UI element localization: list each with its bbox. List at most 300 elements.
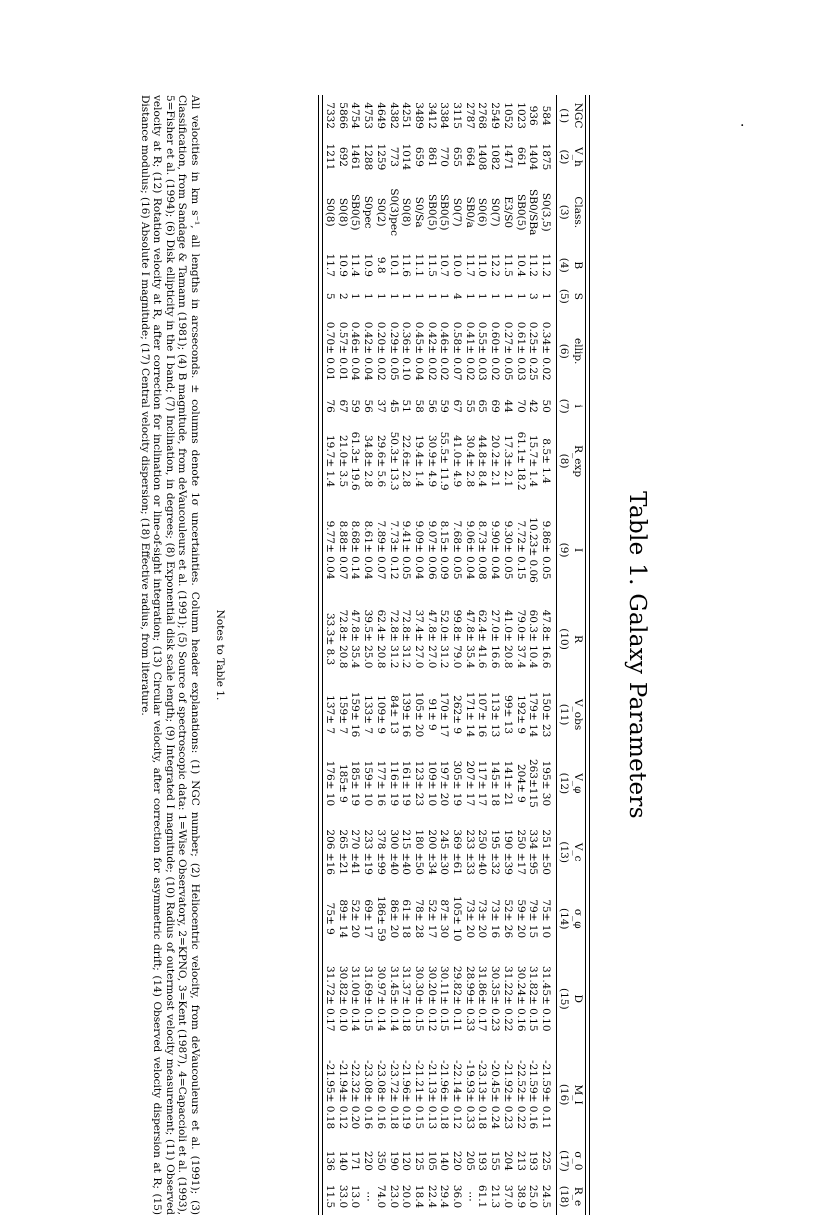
table-row — [488, 95, 501, 1215]
column-number: (9) — [558, 542, 570, 558]
table-cell: 125 — [412, 1150, 425, 1171]
table-cell: 9.09± 0.04 — [412, 520, 425, 580]
table-cell: 59 — [349, 399, 362, 413]
table-cell: 79± 15 — [527, 899, 540, 939]
table-cell: 69± 17 — [362, 899, 375, 939]
column-header: ellip. — [572, 338, 584, 365]
table-cell: 30.30± 0.15 — [412, 965, 425, 1032]
table-cell: 1 — [463, 292, 476, 300]
table-cell: 936 — [527, 105, 540, 126]
table-row — [412, 95, 425, 1215]
table-cell: 3 — [527, 292, 540, 300]
column-number: (3) — [558, 204, 570, 220]
table-cell: 171 — [349, 1150, 362, 1171]
table-cell: 11.2 — [527, 253, 540, 277]
column-header: M_I — [572, 1084, 584, 1105]
table-cell: 193 — [527, 1150, 540, 1171]
table-cell: 145± 18 — [489, 760, 502, 807]
column-header: σ_0 — [572, 1151, 584, 1171]
table-cell: 59± 20 — [514, 899, 527, 939]
table-cell: 137± 7 — [324, 695, 337, 734]
table-cell: 56 — [425, 399, 438, 413]
table-cell: 9.8 — [374, 256, 387, 274]
table-cell: SB0(5) — [514, 193, 527, 231]
table-row — [387, 95, 400, 1215]
table-cell: 305± 19 — [451, 760, 464, 807]
column-number: (16) — [558, 1083, 570, 1106]
table-cell: 9.41± 0.05 — [400, 520, 413, 580]
table-cell: 91± 9 — [425, 698, 438, 731]
table-cell: 263±115 — [527, 758, 540, 808]
table-cell: 0.36± 0.10 — [400, 321, 413, 381]
table-cell: S0/Sa — [412, 196, 425, 228]
column-number: (2) — [558, 149, 570, 165]
table-cell: 109± 9 — [374, 695, 387, 734]
table-cell: S0(7) — [489, 197, 502, 227]
table-cell: S0(7) — [451, 197, 464, 227]
table-cell: 250 ±40 — [476, 829, 489, 875]
table-cell: 31.37± 0.18 — [400, 965, 413, 1032]
table-row — [361, 95, 374, 1215]
table-cell: 4251 — [400, 102, 413, 129]
table-cell: 21.0± 3.5 — [336, 434, 349, 488]
column-header: D — [572, 994, 584, 1003]
column-header: S — [572, 292, 584, 300]
table-cell: 176± 10 — [324, 760, 337, 807]
table-title: Table 1. Galaxy Parameters — [624, 491, 650, 819]
table-cell: 0.25± 0.25 — [527, 321, 540, 381]
table-cell: 116± 19 — [387, 760, 400, 807]
table-cell: 2768 — [476, 102, 489, 129]
table-cell: 1 — [387, 292, 400, 300]
table-cell: 233 ±19 — [362, 829, 375, 875]
table-row — [450, 95, 463, 1215]
table-cell: 1 — [425, 292, 438, 300]
table-cell: 21.3 — [489, 1184, 502, 1209]
column-header: B — [572, 261, 584, 270]
table-cell: 70 — [514, 399, 527, 413]
table-cell: 0.29± 0.05 — [387, 321, 400, 381]
table-cell: 29.6± 5.6 — [374, 434, 387, 488]
table-cell: 1052 — [501, 102, 514, 129]
table-cell: 60.3± 10.4 — [527, 609, 540, 669]
table-cell: 11.0 — [476, 253, 489, 277]
table-cell: 105± 10 — [451, 895, 464, 942]
table-cell: 190 — [387, 1150, 400, 1171]
table-cell: 213 — [514, 1150, 527, 1171]
table-cell: -21.94± 0.12 — [336, 1060, 349, 1130]
table-cell: 11.7 — [463, 253, 476, 277]
table-cell: 27.0± 16.6 — [489, 609, 502, 669]
table-cell: 10.0 — [451, 253, 464, 277]
table-cell: 159± 10 — [362, 760, 375, 807]
table-cell: 0.46± 0.02 — [438, 321, 451, 381]
table-cell: -20.45± 0.24 — [489, 1060, 502, 1130]
header-row-numbers — [557, 95, 572, 1215]
table-row — [438, 95, 451, 1215]
table-cell: 55.5± 11.9 — [438, 431, 451, 491]
table-cell: 25.0 — [527, 1184, 540, 1209]
table-cell: 0.45± 0.04 — [412, 321, 425, 381]
table-cell: 1 — [374, 292, 387, 300]
table-cell: -23.08± 0.16 — [374, 1060, 387, 1130]
table-cell: 1 — [438, 292, 451, 300]
table-cell: 8.61± 0.04 — [362, 520, 375, 580]
table-cell: 99± 13 — [501, 695, 514, 734]
column-number: (12) — [558, 772, 570, 795]
table-cell: 47.8± 27.0 — [425, 609, 438, 669]
header-row-names — [571, 95, 585, 1215]
table-cell: 262± 9 — [451, 695, 464, 734]
table-cell: -21.96± 0.19 — [400, 1060, 413, 1130]
column-header: V_obs — [572, 698, 584, 731]
table-cell: 1 — [501, 292, 514, 300]
table-cell: 204± 9 — [514, 763, 527, 803]
table-cell: 29.82± 0.11 — [451, 965, 464, 1032]
table-cell: 52.0± 31.2 — [438, 609, 451, 669]
table-cell: 664 — [463, 146, 476, 167]
table-cell: 9.07± 0.06 — [425, 520, 438, 580]
table-cell: 5866 — [336, 102, 349, 129]
table-cell: -19.93± 0.33 — [463, 1060, 476, 1130]
table-cell: 67 — [336, 399, 349, 413]
table-cell: 58 — [412, 399, 425, 413]
column-number: (6) — [558, 343, 570, 359]
table-cell: 185± 19 — [349, 760, 362, 807]
table-cell: 31.45± 0.14 — [387, 965, 400, 1032]
table-cell: 33.3± 8.3 — [324, 612, 337, 666]
column-header: V_c — [572, 842, 584, 862]
table-cell: 155 — [489, 1150, 502, 1171]
column-number: (17) — [558, 1150, 570, 1172]
table-cell: S0(2) — [374, 197, 387, 227]
table-cell: 8.15± 0.09 — [438, 520, 451, 580]
table-cell: 0.55± 0.03 — [476, 321, 489, 381]
rotated-table-page — [0, 95, 650, 1215]
table-cell: 215 ±40 — [400, 829, 413, 875]
table-cell: 3412 — [425, 102, 438, 129]
table-cell: S0(3)pec — [387, 188, 400, 236]
table-cell: 7.89± 0.07 — [374, 520, 387, 580]
column-header: i — [572, 404, 584, 408]
table-row — [336, 95, 349, 1215]
table-cell: 30.11± 0.15 — [438, 965, 451, 1032]
table-cell: 11.5 — [425, 253, 438, 277]
table-cell: 51 — [400, 399, 413, 413]
table-cell: 52± 26 — [501, 899, 514, 939]
table-cell: 220 — [451, 1150, 464, 1171]
table-cell: 65 — [476, 399, 489, 413]
table-cell: SB0/SBa — [527, 189, 540, 236]
table-cell: 87± 30 — [438, 899, 451, 939]
table-row — [527, 95, 540, 1215]
column-number: (13) — [558, 841, 570, 863]
table-row — [323, 95, 336, 1215]
table-cell: 20.2± 2.1 — [489, 434, 502, 488]
table-cell: 159± 7 — [336, 695, 349, 734]
table-cell: 42 — [527, 399, 540, 413]
table-cell: 200 ±34 — [425, 829, 438, 875]
table-cell: 30.20± 0.12 — [425, 965, 438, 1032]
column-number: (1) — [558, 108, 570, 124]
table-cell: 31.69± 0.15 — [362, 965, 375, 1032]
table-cell: 10.1 — [387, 253, 400, 277]
table-cell: 61± 18 — [400, 899, 413, 939]
table-cell: 195 ±32 — [489, 829, 502, 875]
table-cell: 10.4 — [514, 253, 527, 277]
table-cell: 584 — [540, 105, 552, 126]
table-cell: 4 — [451, 292, 464, 300]
table-cell: 11.4 — [349, 253, 362, 277]
table-cell: 159± 16 — [349, 691, 362, 738]
table-cell: 11.5 — [324, 1184, 337, 1209]
table-cell: 139± 16 — [400, 691, 413, 738]
table-cell: 193 — [476, 1150, 489, 1171]
table-cell: 179± 14 — [527, 691, 540, 738]
table-cell: 44 — [501, 399, 514, 413]
table-cell: 1 — [489, 292, 502, 300]
table-cell: 185± 9 — [336, 763, 349, 803]
table-cell: 659 — [412, 146, 425, 167]
table-cell: 10.7 — [438, 253, 451, 277]
table-cell: 61.1 — [476, 1184, 489, 1209]
table-cell: -23.13± 0.18 — [476, 1060, 489, 1130]
table-cell: 59 — [438, 399, 451, 413]
table-row — [514, 95, 527, 1215]
table-cell: 3489 — [412, 102, 425, 129]
table-cell: 11.6 — [400, 253, 413, 277]
table-cell: 67 — [451, 399, 464, 413]
column-header: σ_φ — [572, 908, 584, 929]
table-cell: 9.30± 0.05 — [501, 520, 514, 580]
table-cell: -21.95± 0.18 — [324, 1060, 337, 1130]
table-cell: 9.86± 0.05 — [540, 520, 552, 580]
table-cell: 2 — [336, 292, 349, 300]
table-cell: 1 — [514, 292, 527, 300]
table-cell: 350 — [374, 1150, 387, 1171]
table-cell: -21.92± 0.23 — [501, 1060, 514, 1130]
table-cell: 31.22± 0.22 — [501, 965, 514, 1032]
table-cell: 1461 — [349, 143, 362, 171]
column-header: R — [572, 635, 584, 643]
table-cell: 74.0 — [374, 1184, 387, 1209]
table-cell: 84± 13 — [387, 695, 400, 734]
table-cell: 117± 17 — [476, 760, 489, 807]
table-cell: S0(8) — [336, 197, 349, 227]
table-cell: 150± 23 — [540, 691, 552, 738]
table-cell: 1 — [349, 292, 362, 300]
table-cell: 17.3± 2.1 — [501, 434, 514, 488]
table-cell: 105 — [425, 1150, 438, 1171]
table-cell: 11.1 — [412, 253, 425, 277]
table-cell: 30.24± 0.16 — [514, 965, 527, 1032]
table-cell: 655 — [451, 146, 464, 167]
table-cell: 1 — [476, 292, 489, 300]
table-row — [463, 95, 476, 1215]
column-number: (18) — [558, 1185, 570, 1208]
table-cell: 0.34± 0.02 — [540, 321, 552, 381]
table-cell: 22.6± 2.8 — [400, 434, 413, 488]
table-cell: 180 ±50 — [412, 829, 425, 875]
table-cell: 45 — [387, 399, 400, 413]
table-cell: 205 — [463, 1150, 476, 1171]
table-cell: -23.72± 0.18 — [387, 1060, 400, 1130]
table-cell: 31.86± 0.17 — [476, 965, 489, 1032]
table-cell: 30.35± 0.23 — [489, 965, 502, 1032]
table-cell: 38.9 — [514, 1184, 527, 1209]
table-cell: 4754 — [349, 102, 362, 129]
column-header: Class. — [572, 196, 584, 229]
column-number: (7) — [558, 398, 570, 414]
table-cell: 72.8± 31.2 — [387, 609, 400, 669]
table-cell: ⋯ — [362, 1191, 375, 1202]
table-cell: 31.82± 0.15 — [527, 965, 540, 1032]
table-cell: 2787 — [463, 102, 476, 129]
table-cell: 20.0 — [400, 1184, 413, 1209]
table-cell: -21.96± 0.18 — [438, 1060, 451, 1130]
table-cell: 28.99± 0.33 — [463, 965, 476, 1032]
table-cell: 55 — [463, 399, 476, 413]
table-cell: 161± 19 — [400, 760, 413, 807]
table-cell: 1259 — [374, 143, 387, 171]
table-cell: ⋯ — [463, 1191, 476, 1202]
table-cell: 1288 — [362, 143, 375, 171]
table-cell: 30.97± 0.14 — [374, 965, 387, 1032]
table-row — [501, 95, 514, 1215]
table-row — [374, 95, 387, 1215]
table-cell: 9.90± 0.04 — [489, 520, 502, 580]
table-cell: 10.9 — [336, 253, 349, 277]
table-cell: S0(8) — [324, 197, 337, 227]
table-cell: 41.0± 4.9 — [451, 434, 464, 488]
table-row — [400, 95, 413, 1215]
table-cell: S0pec — [362, 195, 375, 229]
table-cell: 378 ±99 — [374, 829, 387, 875]
table-cell: 69 — [489, 399, 502, 413]
table-cell: 19.4± 1.4 — [412, 434, 425, 488]
table-cell: 107± 16 — [476, 691, 489, 738]
table-cell: 1 — [362, 292, 375, 300]
table-cell: SB0/a — [463, 196, 476, 228]
table-cell: 0.42± 0.04 — [362, 321, 375, 381]
table-cell: 192± 9 — [514, 695, 527, 734]
table-cell: 73± 20 — [463, 899, 476, 939]
table-cell: 61.3± 19.6 — [349, 431, 362, 491]
table-cell: 220 — [362, 1150, 375, 1171]
table-cell: 113± 13 — [489, 691, 502, 738]
table-cell: 1404 — [527, 143, 540, 171]
table-cell: 1471 — [501, 143, 514, 171]
table-cell: 11.2 — [540, 253, 552, 277]
column-number: (8) — [558, 453, 570, 469]
table-cell: S0(6) — [476, 197, 489, 227]
table-cell: 770 — [438, 146, 451, 167]
table-cell: 52± 17 — [425, 899, 438, 939]
column-number: (5) — [558, 288, 570, 304]
table-cell: 300 ±40 — [387, 829, 400, 875]
table-cell: 34.8± 2.8 — [362, 434, 375, 488]
table-cell: 2549 — [489, 102, 502, 129]
table-cell: -22.14± 0.12 — [451, 1060, 464, 1130]
table-cell: 31.72± 0.17 — [324, 965, 337, 1032]
table-cell: 79.0± 37.4 — [514, 609, 527, 669]
table-cell: 89± 14 — [336, 899, 349, 939]
table-cell: 0.58± 0.07 — [451, 321, 464, 381]
table-cell: 109± 10 — [425, 760, 438, 807]
table-cell: 75± 10 — [540, 899, 552, 939]
table-cell: 0.46± 0.04 — [349, 321, 362, 381]
column-number: (15) — [558, 987, 570, 1010]
column-header: I — [572, 547, 584, 553]
galaxy-parameters-table — [318, 95, 590, 1215]
table-cell: 197± 20 — [438, 760, 451, 807]
table-cell: 204 — [501, 1150, 514, 1171]
table-cell: 37.4± 27.0 — [412, 609, 425, 669]
table-cell: SB0(5) — [438, 193, 451, 231]
column-number: (4) — [558, 257, 570, 273]
table-cell: 29.4 — [438, 1184, 451, 1209]
table-cell: 56 — [362, 399, 375, 413]
table-cell: -21.59± 0.16 — [527, 1060, 540, 1130]
table-row — [425, 95, 438, 1215]
table-row — [349, 95, 362, 1215]
column-header: V_h — [572, 147, 584, 167]
table-cell: 0.61± 0.03 — [514, 321, 527, 381]
table-cell: 8.68± 0.14 — [349, 520, 362, 580]
table-cell: 661 — [514, 146, 527, 167]
table-cell: 9.06± 0.04 — [463, 520, 476, 580]
table-cell: 39.5± 25.0 — [362, 609, 375, 669]
table-cell: 141± 21 — [501, 760, 514, 807]
table-cell: 19.7± 1.4 — [324, 434, 337, 488]
table-cell: 50 — [540, 399, 552, 413]
column-number: (11) — [558, 703, 570, 726]
table-cell: 133± 7 — [362, 695, 375, 734]
table-cell: 0.27± 0.05 — [501, 321, 514, 381]
table-cell: 10.23± 0.06 — [527, 517, 540, 583]
table-cell: 11.5 — [501, 253, 514, 277]
table-cell: -21.21± 0.15 — [412, 1060, 425, 1130]
table-cell: 186± 59 — [374, 895, 387, 942]
table-cell: 37.0 — [501, 1184, 514, 1209]
table-cell: 1875 — [540, 143, 552, 171]
table-cell: 61.1± 18.2 — [514, 431, 527, 491]
table-cell: 7332 — [324, 102, 337, 129]
table-cell: 75± 9 — [324, 902, 337, 935]
table-cell: 250 ±17 — [514, 829, 527, 875]
table-cell: 18.4 — [412, 1184, 425, 1209]
table-cell: 773 — [387, 146, 400, 167]
table-cell: 47.8± 35.4 — [463, 609, 476, 669]
table-cell: 8.5± 1.4 — [540, 438, 552, 484]
table-cell: 99.8± 79.0 — [451, 609, 464, 669]
table-cell: 0.42± 0.02 — [425, 321, 438, 381]
table-cell: 33.0 — [336, 1184, 349, 1209]
table-cell: 207± 17 — [463, 760, 476, 807]
table-cell: 1014 — [400, 143, 413, 171]
table-cell: 251 ±50 — [540, 829, 552, 875]
table-cell: 233 ±33 — [463, 829, 476, 875]
table-cell: 11.7 — [324, 253, 337, 277]
table-cell: 76 — [324, 399, 337, 413]
table-cell: SB0(5) — [349, 193, 362, 231]
table-cell: 72.8± 31.2 — [400, 609, 413, 669]
table-cell: 36.0 — [451, 1184, 464, 1209]
table-cell: -22.52± 0.22 — [514, 1060, 527, 1130]
table-cell: 225 — [540, 1150, 552, 1171]
table-cell: 47.8± 16.6 — [540, 609, 552, 669]
table-cell: 170± 17 — [438, 691, 451, 738]
